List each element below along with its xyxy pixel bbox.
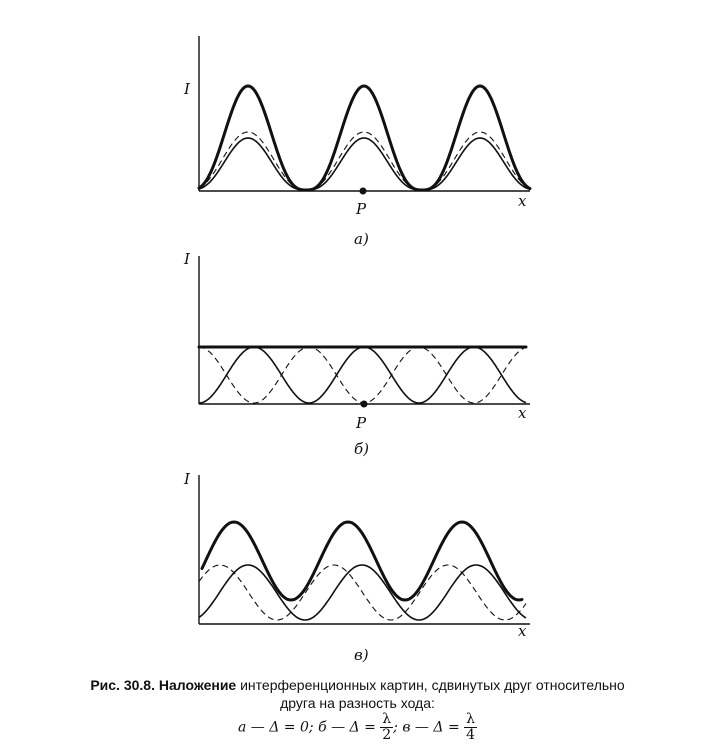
formula-c-numerator: λ (466, 711, 475, 727)
formula-b-suffix: ; (393, 719, 398, 736)
panel-a-sublabel: а) (354, 230, 369, 248)
caption-formula (0, 712, 715, 743)
panel-a-x-label: x (518, 192, 527, 210)
caption-line-1 (0, 676, 715, 694)
panel-c (183, 470, 530, 664)
formula-b-prefix: б — Δ = (318, 719, 376, 736)
caption-fig-number: Рис. 30.8. (90, 677, 155, 693)
panel-b-sublabel: б) (354, 440, 370, 458)
panel-a-y-label: I (184, 80, 190, 98)
formula-c-prefix: в — Δ = (402, 719, 460, 736)
caption-line-2: друга на разность хода: (280, 695, 435, 711)
formula-b-denominator: 2 (382, 727, 392, 743)
panel-b-point-label: P (356, 414, 367, 432)
panel-a-point-p (360, 188, 367, 195)
panel-b (183, 250, 530, 458)
panel-a (183, 36, 530, 248)
panel-c-dashed-component (199, 565, 526, 620)
formula-b-numerator: λ (382, 711, 392, 727)
caption-line1-rest: интерференционных картин, сдвинутых друг относительно (240, 677, 625, 693)
formula-c-fraction (464, 712, 477, 743)
panel-b-y-label: I (184, 250, 190, 268)
panel-b-point-p (361, 401, 368, 408)
caption-title-bold: Наложение (158, 677, 237, 693)
panel-b-solid-component (199, 347, 526, 403)
panel-a-dashed-component (199, 132, 530, 190)
formula-b-fraction (380, 712, 393, 743)
panel-c-sublabel: в) (354, 646, 369, 664)
panel-b-dashed-component (199, 347, 526, 403)
panel-a-point-label: P (356, 200, 367, 218)
panel-c-y-label: I (184, 470, 190, 488)
panel-a-solid-component (199, 138, 530, 190)
formula-a-part: а — Δ = 0; (238, 719, 314, 736)
panel-b-x-label: x (518, 404, 527, 422)
figure-caption (0, 676, 715, 743)
formula-c-denominator: 4 (466, 727, 476, 743)
panel-c-x-label: x (518, 622, 527, 640)
